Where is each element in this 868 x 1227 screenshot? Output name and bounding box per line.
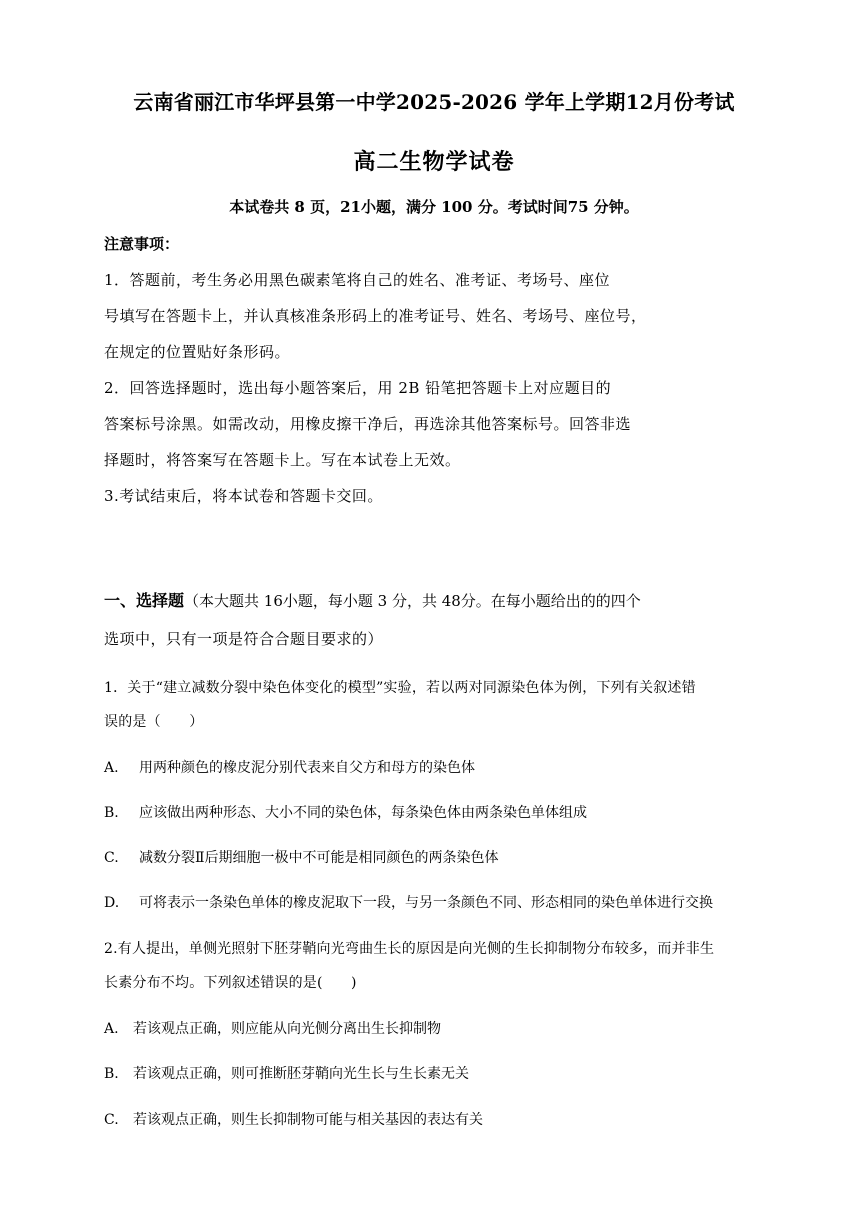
exam-subtitle: 高二生物学试卷 (353, 149, 515, 175)
section-note: （本大题共 16小题，每小题 3 分，共 48分。在每小题给出的的四个 (184, 592, 641, 610)
option-text: 若该观点正确，则生长抑制物可能与相关基因的表达有关 (133, 1112, 483, 1128)
option-text: 用两种颜色的橡皮泥分别代表来自父方和母方的染色体 (139, 760, 475, 776)
notice-line: 3.考试结束后，将本试卷和答题卡交回。 (104, 487, 383, 505)
notice-line: 择题时，将答案写在答题卡上。写在本试卷上无效。 (104, 451, 461, 469)
section-heading (104, 593, 641, 609)
exam-title: 云南省丽江市华坪县第一中学2025-2026 学年上学期12月份考试 (133, 90, 735, 114)
option-text: 若该观点正确，则可推断胚芽鞘向光生长与生长素无关 (133, 1066, 469, 1082)
notice-heading: 注意事项： (104, 235, 180, 253)
notice-line: 号填写在答题卡上，并认真核准条形码上的准考证号、姓名、考场号、座位号， (104, 307, 647, 325)
question-stem: 2.有人提出，单侧光照射下胚芽鞘向光弯曲生长的原因是向光侧的生长抑制物分布较多，而并非生 (104, 941, 715, 957)
notice-line: 答案标号涂黑。如需改动，用橡皮擦干净后，再选涂其他答案标号。回答非选 (104, 415, 632, 433)
option-text: 可将表示一条染色单体的橡皮泥取下一段，与另一条颜色不同、形态相同的染色单体进行交换 (139, 895, 713, 911)
question-stem: 长素分布不均。下列叙述错误的是( ) (104, 975, 357, 991)
option-label: C. (104, 850, 119, 866)
question-stem: 误的是（ ） (104, 714, 204, 730)
notice-line: 1．答题前，考生务必用黑色碳素笔将自己的姓名、准考证、考场号、座位 (104, 271, 611, 289)
option-label: A. (104, 760, 119, 776)
section-title: 一、选择题 (104, 591, 185, 610)
exam-info: 本试卷共 8 页，21小题，满分 100 分。考试时间75 分钟。 (229, 198, 639, 216)
section-note-continued: 选项中，只有一项是符合合题目要求的） (104, 630, 384, 648)
option-label: A. (104, 1021, 119, 1037)
option-label: D. (104, 895, 120, 911)
option-label: B. (104, 805, 119, 821)
option-text: 应该做出两种形态、大小不同的染色体，每条染色体由两条染色单体组成 (139, 805, 587, 821)
option-label: B. (104, 1066, 119, 1082)
question-stem: 1．关于“建立减数分裂中染色体变化的模型”实验，若以两对同源染色体为例，下列有关叙述错 (104, 680, 696, 696)
notice-line: 在规定的位置贴好条形码。 (104, 343, 291, 361)
notice-line: 2．回答选择题时，选出每小题答案后，用 2B 铅笔把答题卡上对应题目的 (104, 379, 612, 397)
option-label: C. (104, 1112, 119, 1128)
option-text: 减数分裂Ⅱ后期细胞一极中不可能是相同颜色的两条染色体 (139, 850, 499, 866)
option-text: 若该观点正确，则应能从向光侧分离出生长抑制物 (133, 1021, 441, 1037)
